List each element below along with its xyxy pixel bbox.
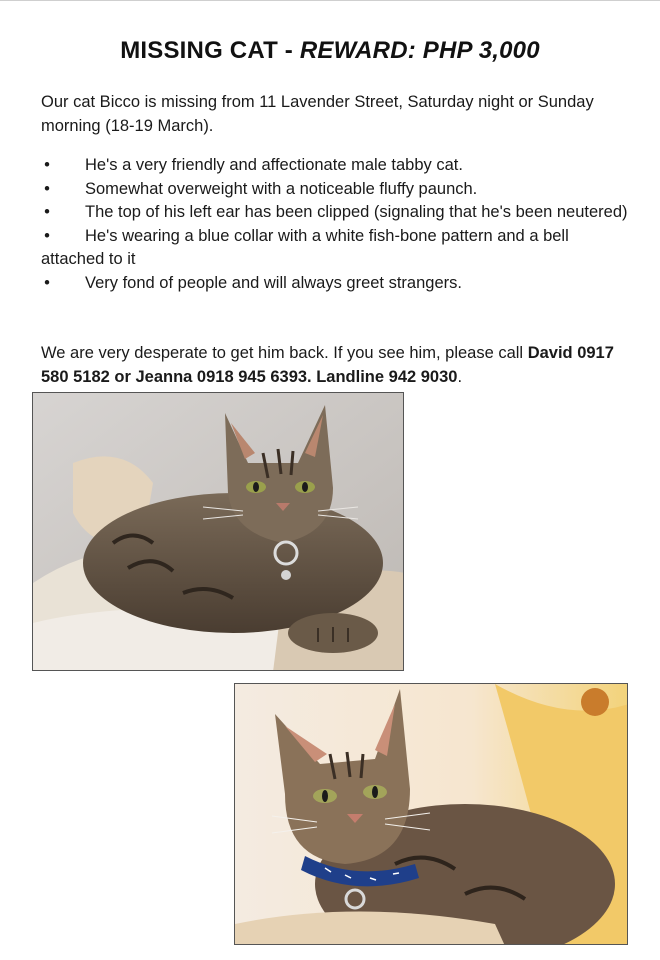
poster-title <box>0 37 660 65</box>
title-main: MISSING CAT - <box>120 37 300 64</box>
list-item <box>41 201 631 225</box>
bullet-text: He's wearing a blue collar with a white fish-bone pattern and a bell attached to it <box>41 226 569 268</box>
cat-photo-collar <box>234 683 628 945</box>
intro-paragraph: Our cat Bicco is missing from 11 Lavender Street, Saturday night or Sunday morning (18-19 March). <box>41 93 594 135</box>
bullet-icon: • <box>44 226 50 245</box>
cat-collar-illustration <box>235 684 628 945</box>
bullet-icon: • <box>44 203 50 221</box>
list-item <box>41 178 631 202</box>
closing-end: . <box>457 367 463 386</box>
closing-text: We are very desperate to get him back. If you see him, please call <box>41 344 528 362</box>
bullet-text: The top of his left ear has been clipped (signaling that he's been neutered) <box>85 203 628 221</box>
bullet-text: Somewhat overweight with a noticeable fluffy paunch. <box>85 179 478 198</box>
bullet-text: He's a very friendly and affectionate male tabby cat. <box>85 156 463 174</box>
title-reward: REWARD: PHP 3,000 <box>299 37 540 64</box>
contact-paragraph <box>41 342 631 389</box>
bullet-icon: • <box>44 179 50 198</box>
bullet-icon: • <box>44 273 50 292</box>
list-item <box>41 154 631 178</box>
cat-lying-illustration <box>33 393 404 671</box>
list-item <box>41 225 631 272</box>
bullet-text: Very fond of people and will always greet strangers. <box>85 273 462 292</box>
cat-photo-lying <box>32 392 404 671</box>
description-list <box>41 154 631 295</box>
list-item <box>41 272 631 296</box>
bullet-icon: • <box>44 156 50 174</box>
contact-numbers: David 0917 580 5182 or Jeanna 0918 945 6393. Landline 942 9030 <box>41 344 614 386</box>
